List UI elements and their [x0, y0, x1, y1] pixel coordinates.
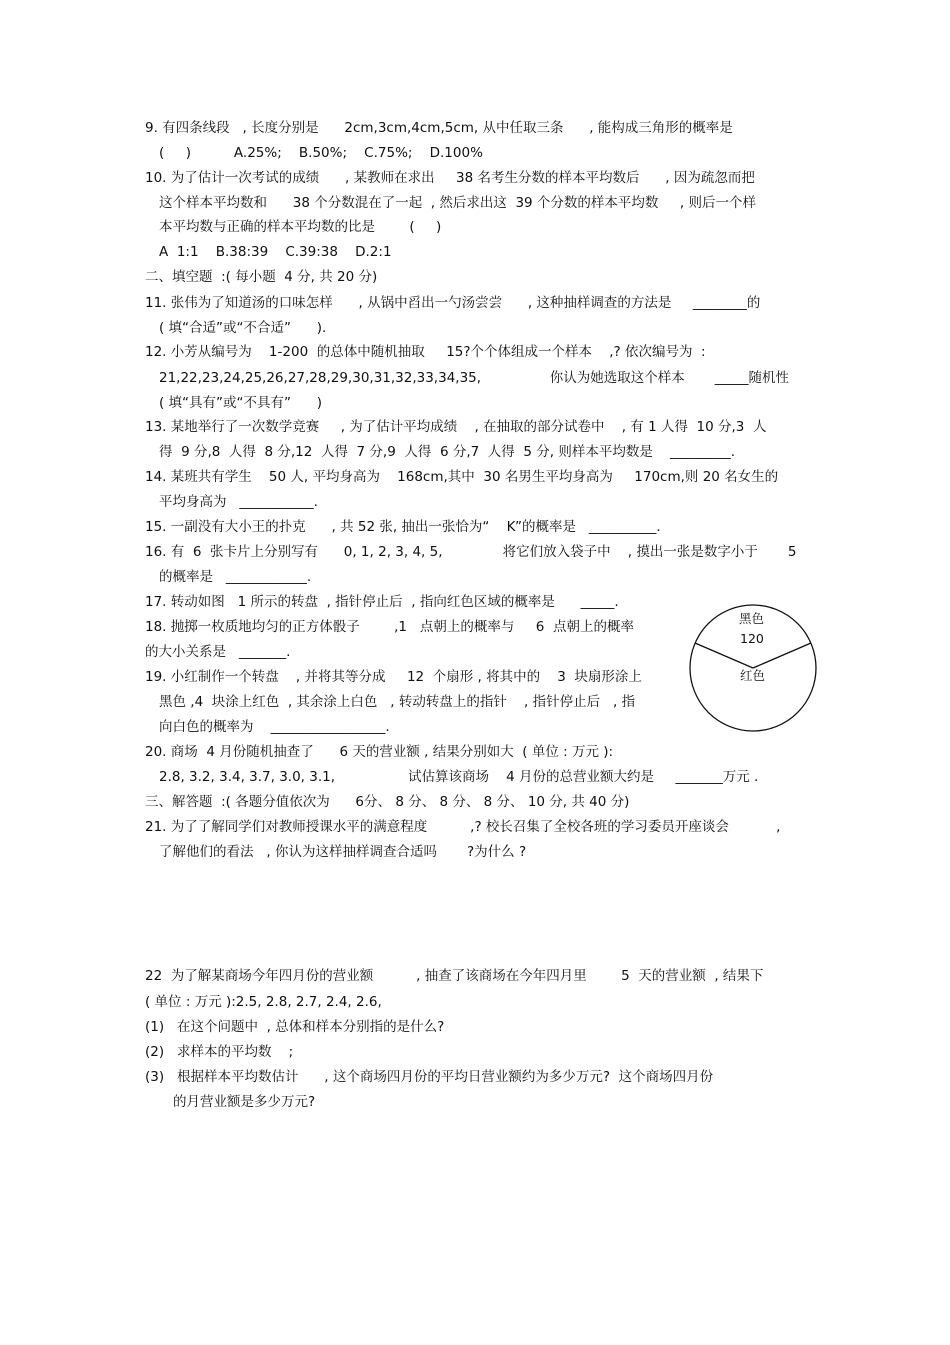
q18-line-2: 的大小关系是 _______. — [145, 644, 291, 660]
q10-options: A 1:1 B.38:39 C.39:38 D.2:1 — [159, 244, 392, 260]
q12-line-3: ( 填“具有”或“不具有” ) — [159, 395, 323, 411]
q13-line-1: 13. 某地举行了一次数学竞赛 , 为了估计平均成绩 , 在抽取的部分试卷中 , 有 1 人得 10 分,3 人 — [145, 419, 767, 435]
q10-line-3: 本平均数与正确的样本平均数的比是 ( ) — [159, 219, 442, 235]
q11-line-2: ( 填“合适”或“不合适” ). — [159, 320, 327, 336]
q12-line-2: 21,22,23,24,25,26,27,28,29,30,31,32,33,34,35, 你认为她选取这个样本 _____随机性 — [159, 370, 789, 386]
sector-angle-label: 120 — [740, 631, 764, 646]
q22-part-3-line-1: (3) 根据样本平均数估计 , 这个商场四月份的平均日营业额约为多少万元? 这个商场四月份 — [145, 1069, 714, 1085]
q10-line-1: 10. 为了估计一次考试的成绩 , 某教师在求出 38 名考生分数的样本平均数后 , 因为疏忽而把 — [145, 170, 755, 186]
q22-part-1: (1) 在这个问题中 , 总体和样本分别指的是什么? — [145, 1019, 445, 1035]
q13-line-2: 得 9 分,8 人得 8 分,12 人得 7 分,9 人得 6 分,7 人得 5 分, 则样本平均数是 _________. — [159, 444, 736, 460]
section-3-heading: 三、解答题 :( 各题分值依次为 6分、 8 分、 8 分、 8 分、 10 分, 共 40 分) — [145, 794, 630, 810]
section-2-heading: 二、填空题 :( 每小题 4 分, 共 20 分) — [145, 269, 378, 285]
q9-options: ( ) A.25%; B.50%; C.75%; D.100% — [159, 145, 483, 161]
q12-line-1: 12. 小芳从编号为 1-200 的总体中随机抽取 15?个个体组成一个样本 ,? 依次编号为 : — [145, 344, 706, 360]
q21-line-2: 了解他们的看法 , 你认为这样抽样调查合适吗 ?为什么 ? — [159, 844, 527, 860]
q20-line-2: 2.8, 3.2, 3.4, 3.7, 3.0, 3.1, 试估算该商场 4 月份的总营业额大约是 _______万元 . — [159, 769, 759, 785]
q20-line-1: 20. 商场 4 月份随机抽查了 6 天的营业额 , 结果分别如大 ( 单位 : 万元 ): — [145, 744, 614, 760]
q14-line-1: 14. 某班共有学生 50 人, 平均身高为 168cm,其中 30 名男生平均身高为 170cm,则 20 名女生的 — [145, 469, 779, 485]
q19-line-1: 19. 小红制作一个转盘 , 并将其等分成 12 个扇形 , 将其中的 3 块扇形涂上 — [145, 669, 642, 685]
q22-part-2: (2) 求样本的平均数 ; — [145, 1044, 294, 1060]
q19-line-3: 向白色的概率为 _________________. — [159, 719, 390, 735]
q15-line: 15. 一副没有大小王的扑克 , 共 52 张, 抽出一张恰为“ K”的概率是 __________. — [145, 519, 661, 535]
spinner-figure — [688, 603, 818, 733]
q21-line-1: 21. 为了了解同学们对教师授课水平的满意程度 ,? 校长召集了全校各班的学习委员开座谈会 , — [145, 819, 781, 835]
q10-line-2: 这个样本平均数和 38 个分数混在了一起 , 然后求出这 39 个分数的样本平均数 , 则后一个样 — [159, 195, 756, 211]
q16-line-1: 16. 有 6 张卡片上分别写有 0, 1, 2, 3, 4, 5, 将它们放入袋子中 , 摸出一张是数字小于 5 — [145, 544, 797, 560]
q17-line: 17. 转动如图 1 所示的转盘 , 指针停止后 , 指向红色区域的概率是 _____. — [145, 594, 619, 610]
red-sector-label: 红色 — [740, 668, 766, 683]
q9-line-1: 9. 有四条线段 , 长度分别是 2cm,3cm,4cm,5cm, 从中任取三条 , 能构成三角形的概率是 — [145, 120, 733, 136]
q19-line-2: 黑色 ,4 块涂上红色 , 其余涂上白色 , 转动转盘上的指针 , 指针停止后 , 指 — [159, 694, 636, 710]
spinner-divider-left — [695, 643, 753, 668]
black-sector-label: 黑色 — [739, 611, 765, 626]
q22-line-2: ( 单位 : 万元 ):2.5, 2.8, 2.7, 2.4, 2.6, — [145, 994, 382, 1010]
q14-line-2: 平均身高为 ___________. — [159, 494, 318, 510]
spinner-divider-right — [753, 643, 811, 668]
q16-line-2: 的概率是 ____________. — [159, 569, 312, 585]
q11-line-1: 11. 张伟为了知道汤的口味怎样 , 从锅中舀出一勺汤尝尝 , 这种抽样调查的方法是 ________的 — [145, 295, 761, 311]
q22-line-1: 22 为了解某商场今年四月份的营业额 , 抽查了该商场在今年四月里 5 天的营业额 , 结果下 — [145, 968, 764, 984]
q18-line-1: 18. 抛掷一枚质地均匀的正方体骰子 ,1 点朝上的概率与 6 点朝上的概率 — [145, 619, 634, 635]
q22-part-3-line-2: 的月营业额是多少万元? — [173, 1094, 316, 1110]
